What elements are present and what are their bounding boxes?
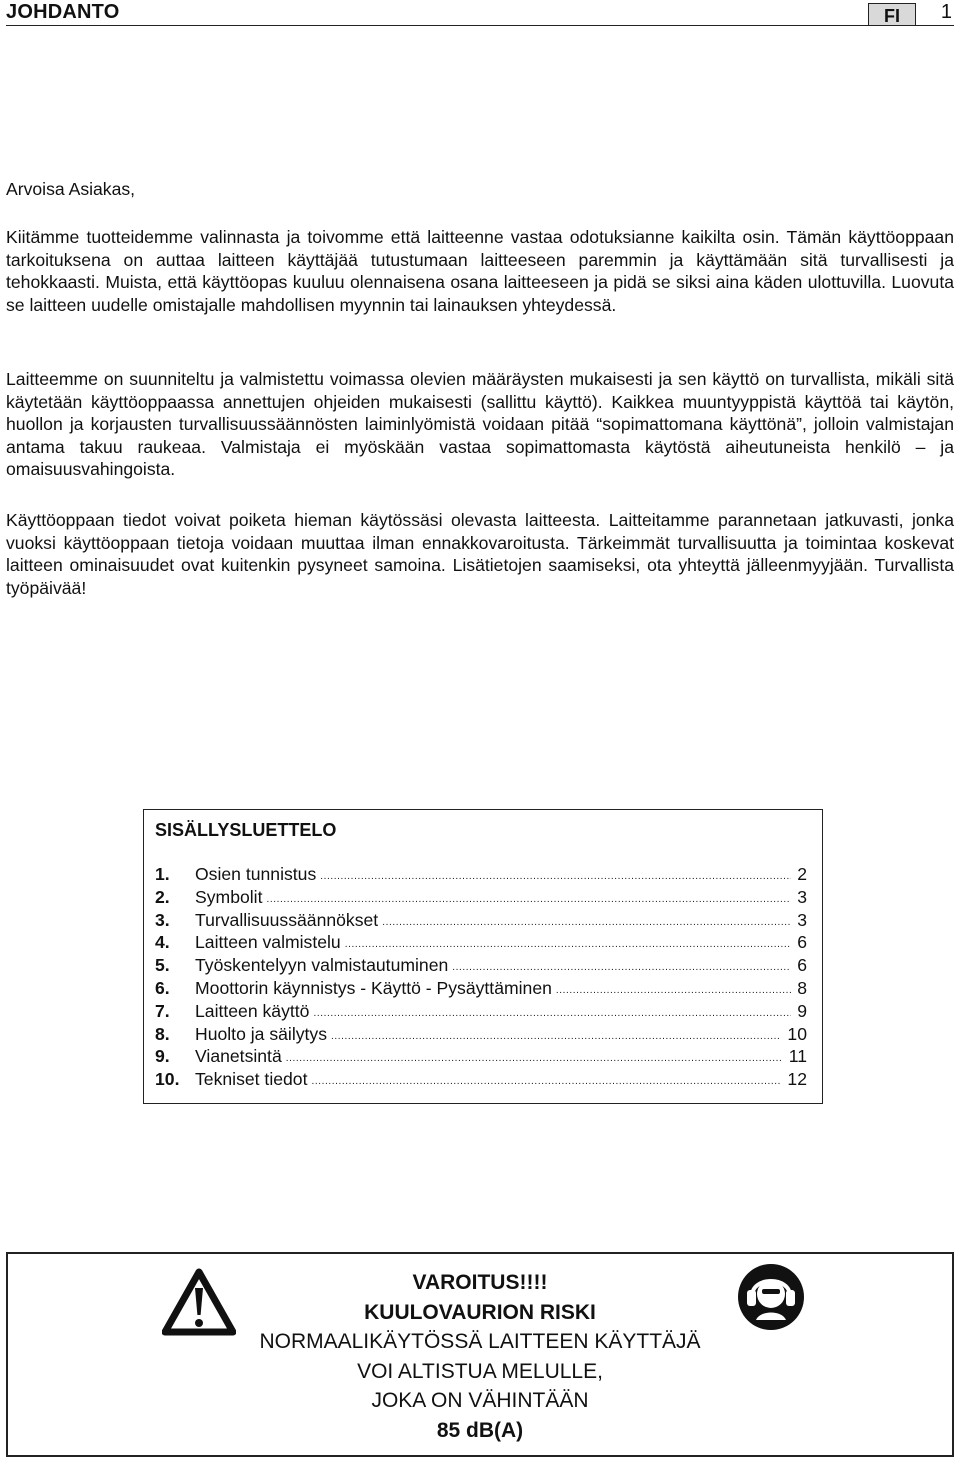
toc-item-number: 6. bbox=[155, 977, 170, 998]
toc-item-number: 9. bbox=[155, 1046, 170, 1067]
toc-leader-dots bbox=[452, 963, 791, 973]
toc-item[interactable] bbox=[155, 910, 807, 933]
toc-item[interactable] bbox=[155, 1046, 807, 1069]
toc-item-number: 4. bbox=[155, 932, 170, 953]
section-title: JOHDANTO bbox=[6, 1, 120, 23]
toc-item-page: 3 bbox=[797, 886, 807, 907]
greeting: Arvoisa Asiakas, bbox=[6, 179, 136, 199]
toc-leader-dots bbox=[313, 1009, 791, 1019]
warning-line: NORMAALIKÄYTÖSSÄ LAITTEEN KÄYTTÄJÄ bbox=[259, 1330, 701, 1353]
toc-item-label: Turvallisuussäännökset bbox=[195, 909, 379, 930]
toc-leader-dots bbox=[345, 940, 791, 950]
toc-item-label: Laitteen käyttö bbox=[195, 1000, 310, 1021]
toc-item-label: Osien tunnistus bbox=[195, 864, 317, 884]
toc-item[interactable] bbox=[155, 978, 807, 1001]
toc-leader-dots bbox=[311, 1077, 781, 1087]
toc-item-page: 10 bbox=[787, 1023, 807, 1044]
toc-item-label: Symbolit bbox=[195, 886, 263, 907]
toc-leader-dots bbox=[266, 895, 791, 905]
toc-item-number: 10. bbox=[155, 1069, 180, 1090]
toc-item[interactable] bbox=[155, 1024, 807, 1047]
toc-item[interactable] bbox=[155, 1001, 807, 1024]
toc-item-page: 6 bbox=[797, 932, 807, 953]
toc-item[interactable] bbox=[155, 932, 807, 955]
toc-item-label: Moottorin käynnistys - Käyttö - Pysäyttäminen bbox=[195, 977, 552, 998]
toc-item-label: Vianetsintä bbox=[195, 1046, 282, 1067]
toc-item-page: 2 bbox=[797, 864, 807, 884]
warning-line: JOKA ON VÄHINTÄÄN bbox=[371, 1389, 589, 1412]
header-rule bbox=[6, 25, 954, 26]
page-number: 1 bbox=[940, 1, 952, 23]
toc-leader-dots bbox=[556, 986, 791, 996]
toc-item-page: 11 bbox=[788, 1046, 807, 1067]
intro-paragraph-2: Laitteemme on suunniteltu ja valmistettu voimassa olevien määräysten mukaisesti ja sen käyttö on turvallista, mikäli sitä käytetään käyttöoppaassa annettujen ohjeiden mukaisesti (sallittu käyttö). Kaikkea muuntyyppistä käyttöä tai käytön, huollon ja korjausten turvallisuussäännösten laiminlyömistä voidaan pitää “sopimattomana käyttönä”, jolloin valmistajan antama takuu raukeaa. Valmistaja ei myöskään vastaa sopimattomasta käytöstä aiheutuneista henkilö – ja omaisuusvahingoista. bbox=[6, 369, 954, 480]
toc-item-page: 8 bbox=[797, 977, 807, 998]
toc-item-page: 9 bbox=[797, 1000, 807, 1021]
toc-item-number: 3. bbox=[155, 909, 170, 930]
toc-list bbox=[155, 864, 807, 1092]
toc-item-page: 3 bbox=[797, 909, 807, 930]
toc-item-number: 8. bbox=[155, 1023, 170, 1044]
toc-item-label: Tekniset tiedot bbox=[195, 1069, 308, 1090]
toc-leader-dots bbox=[382, 918, 791, 928]
warning-line: VOI ALTISTUA MELULLE, bbox=[357, 1359, 603, 1383]
warning-text bbox=[8, 1268, 952, 1445]
toc-item-page: 12 bbox=[787, 1069, 807, 1090]
page-header bbox=[6, 0, 954, 26]
toc-item[interactable] bbox=[155, 864, 807, 887]
toc-item[interactable] bbox=[155, 887, 807, 910]
noise-warning-box bbox=[6, 1252, 954, 1457]
toc-item-label: Huolto ja säilytys bbox=[195, 1023, 328, 1044]
toc-item-number: 2. bbox=[155, 886, 170, 907]
toc-item-label: Työskentelyyn valmistautuminen bbox=[195, 955, 449, 976]
warning-heading: VAROITUS!!!! bbox=[412, 1271, 548, 1294]
toc-item-number: 1. bbox=[155, 864, 170, 884]
toc-item-label: Laitteen valmistelu bbox=[195, 932, 341, 953]
intro-paragraph-1: Kiitämme tuotteidemme valinnasta ja toivomme että laitteenne vastaa odotuksianne kaikilta osin. Tämän käyttöoppaan tarkoituksena on auttaa laitteen käyttäjää tutustumaan laitteeseen paremmin ja käyttämään sitä turvallisesti ja tehokkaasti. Muista, että käyttöopas kuuluu olennaisena osana laitteeseen ja pidä se siksi aina käden ulottuvilla. Luovuta se laitteen uudelle omistajalle mahdollisen myynnin tai lainauksen yhteydessä. bbox=[6, 227, 954, 315]
language-badge: FI bbox=[868, 3, 916, 26]
toc-leader-dots bbox=[331, 1032, 781, 1042]
toc-leader-dots bbox=[286, 1054, 783, 1064]
toc-item-number: 7. bbox=[155, 1000, 170, 1021]
intro-paragraph-3: Käyttöoppaan tiedot voivat poiketa hieman käytössäsi olevasta laitteesta. Laitteitamme parannetaan jatkuvasti, jonka vuoksi käyttöoppaan tietoja voidaan muuttaa ilman ennakkovaroitusta. Tärkeimmät turvallisuutta ja toimintaa koskevat laitteen ominaisuudet ovat kuitenkin pysyneet samoina. Lisätietojen saamiseksi, ota yhteyttä jälleenmyyjään. Turvallista työpäivää! bbox=[6, 510, 954, 598]
table-of-contents bbox=[143, 809, 823, 1104]
toc-item[interactable] bbox=[155, 1069, 807, 1092]
toc-item[interactable] bbox=[155, 955, 807, 978]
warning-risk: KUULOVAURION RISKI bbox=[364, 1300, 596, 1324]
toc-leader-dots bbox=[320, 872, 791, 882]
toc-item-page: 6 bbox=[797, 955, 807, 976]
warning-level: 85 dB(A) bbox=[436, 1418, 524, 1442]
toc-title: SISÄLLYSLUETTELO bbox=[155, 820, 337, 840]
toc-item-number: 5. bbox=[155, 955, 170, 976]
